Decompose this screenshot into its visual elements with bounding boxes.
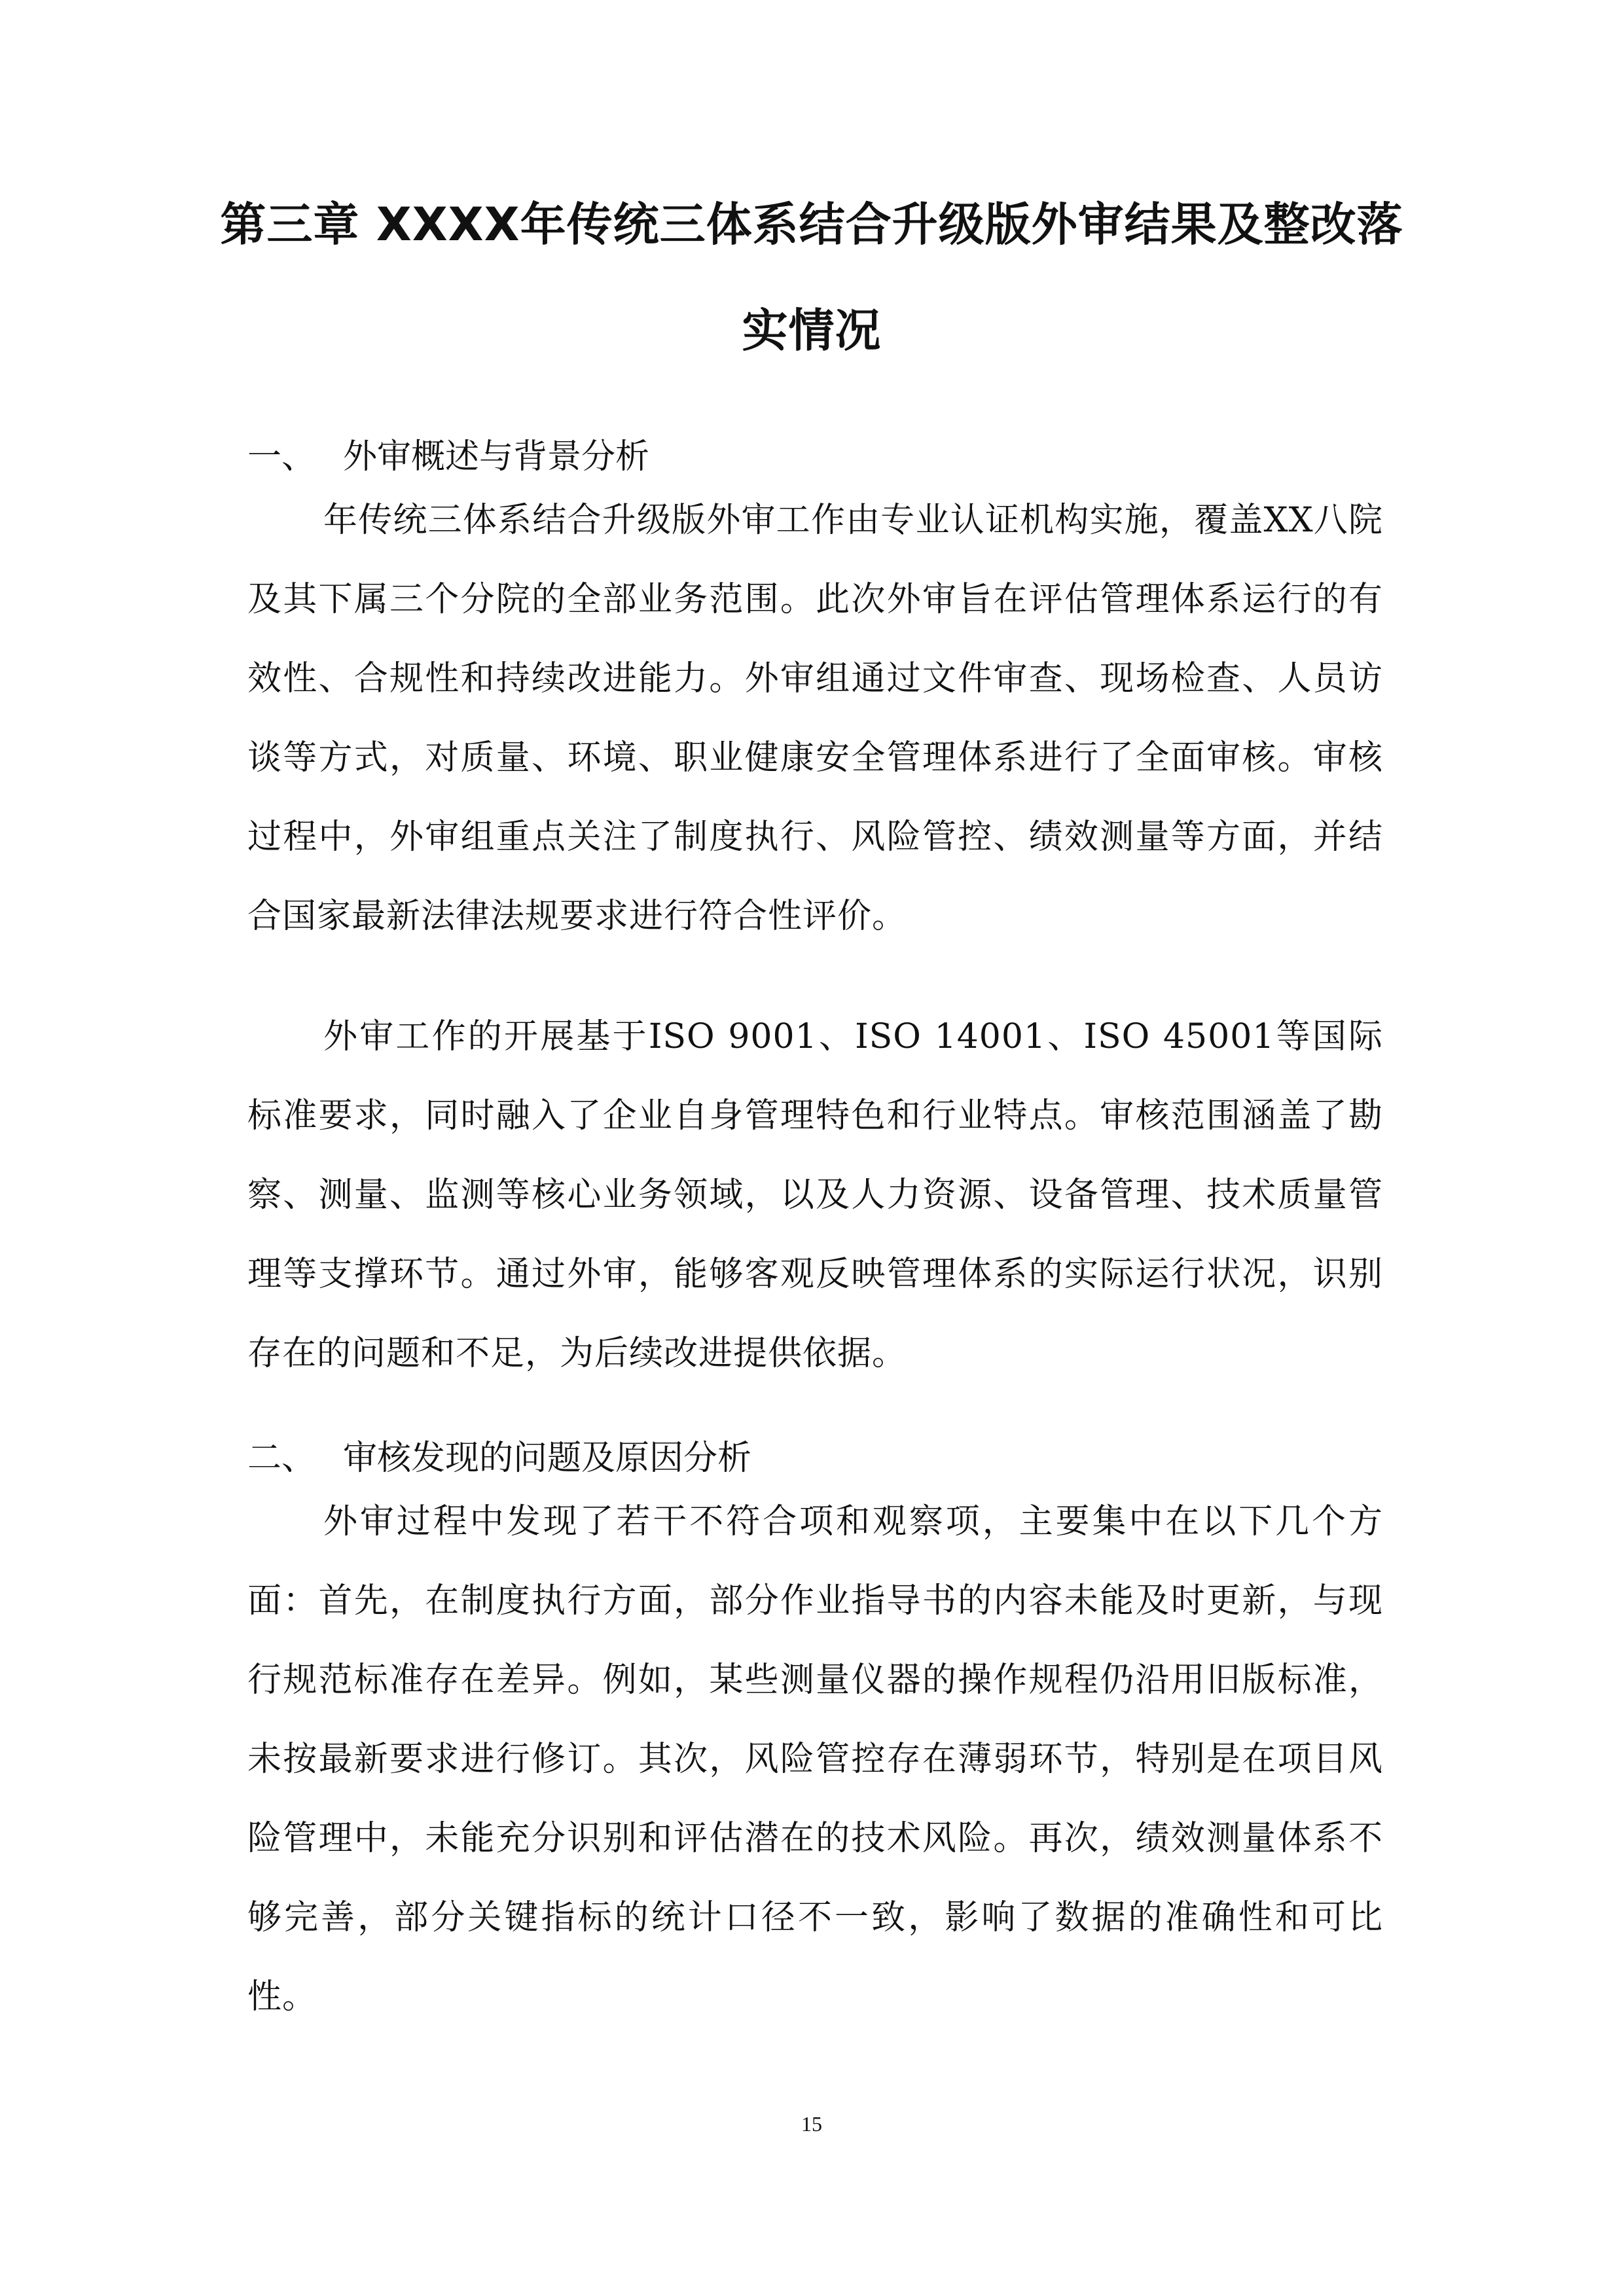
paragraph: 年传统三体系结合升级版外审工作由专业认证机构实施，覆盖XX八院及其下属三个分院的全部业务范围。此次外审旨在评估管理体系运行的有效性、合规性和持续改进能力。外审组通过文件审查、现场检查、人员访谈等方式，对质量、环境、职业健康安全管理体系进行了全面审核。审核过程中，外审组重点关注了制度执行、风险管控、绩效测量等方面，并结合国家最新法律法规要求进行符合性评价。 <box>247 501 1383 936</box>
section-number: 一、 <box>247 437 316 476</box>
paragraph: 外审工作的开展基于ISO 9001、ISO 14001、ISO 45001等国际标准要求，同时融入了企业自身管理特色和行业特点。审核范围涵盖了勘察、测量、监测等核心业务领域，以及人力资源、设备管理、技术质量管理等支撑环节。通过外审，能够客观反映管理体系的实际运行状况，识别存在的问题和不足，为后续改进提供依据。 <box>247 1017 1383 1373</box>
section-heading-2 <box>247 1432 751 1484</box>
chapter-title: 第三章 XXXX年传统三体系结合升级版外审结果及整改落实情况 <box>220 198 1403 357</box>
page-number: 15 <box>801 2112 822 2136</box>
section-heading-1 <box>247 431 649 483</box>
paragraph: 外审过程中发现了若干不符合项和观察项，主要集中在以下几个方面：首先，在制度执行方面，部分作业指导书的内容未能及时更新，与现行规范标准存在差异。例如，某些测量仪器的操作规程仍沿用旧版标准，未按最新要求进行修订。其次，风险管控存在薄弱环节，特别是在项目风险管理中，未能充分识别和评估潜在的技术风险。再次，绩效测量体系不够完善，部分关键指标的统计口径不一致，影响了数据的准确性和可比性。 <box>247 1502 1383 2017</box>
section-title: 审核发现的问题及原因分析 <box>343 1439 752 1478</box>
section-title: 外审概述与背景分析 <box>343 437 650 476</box>
section-number: 二、 <box>247 1439 316 1478</box>
